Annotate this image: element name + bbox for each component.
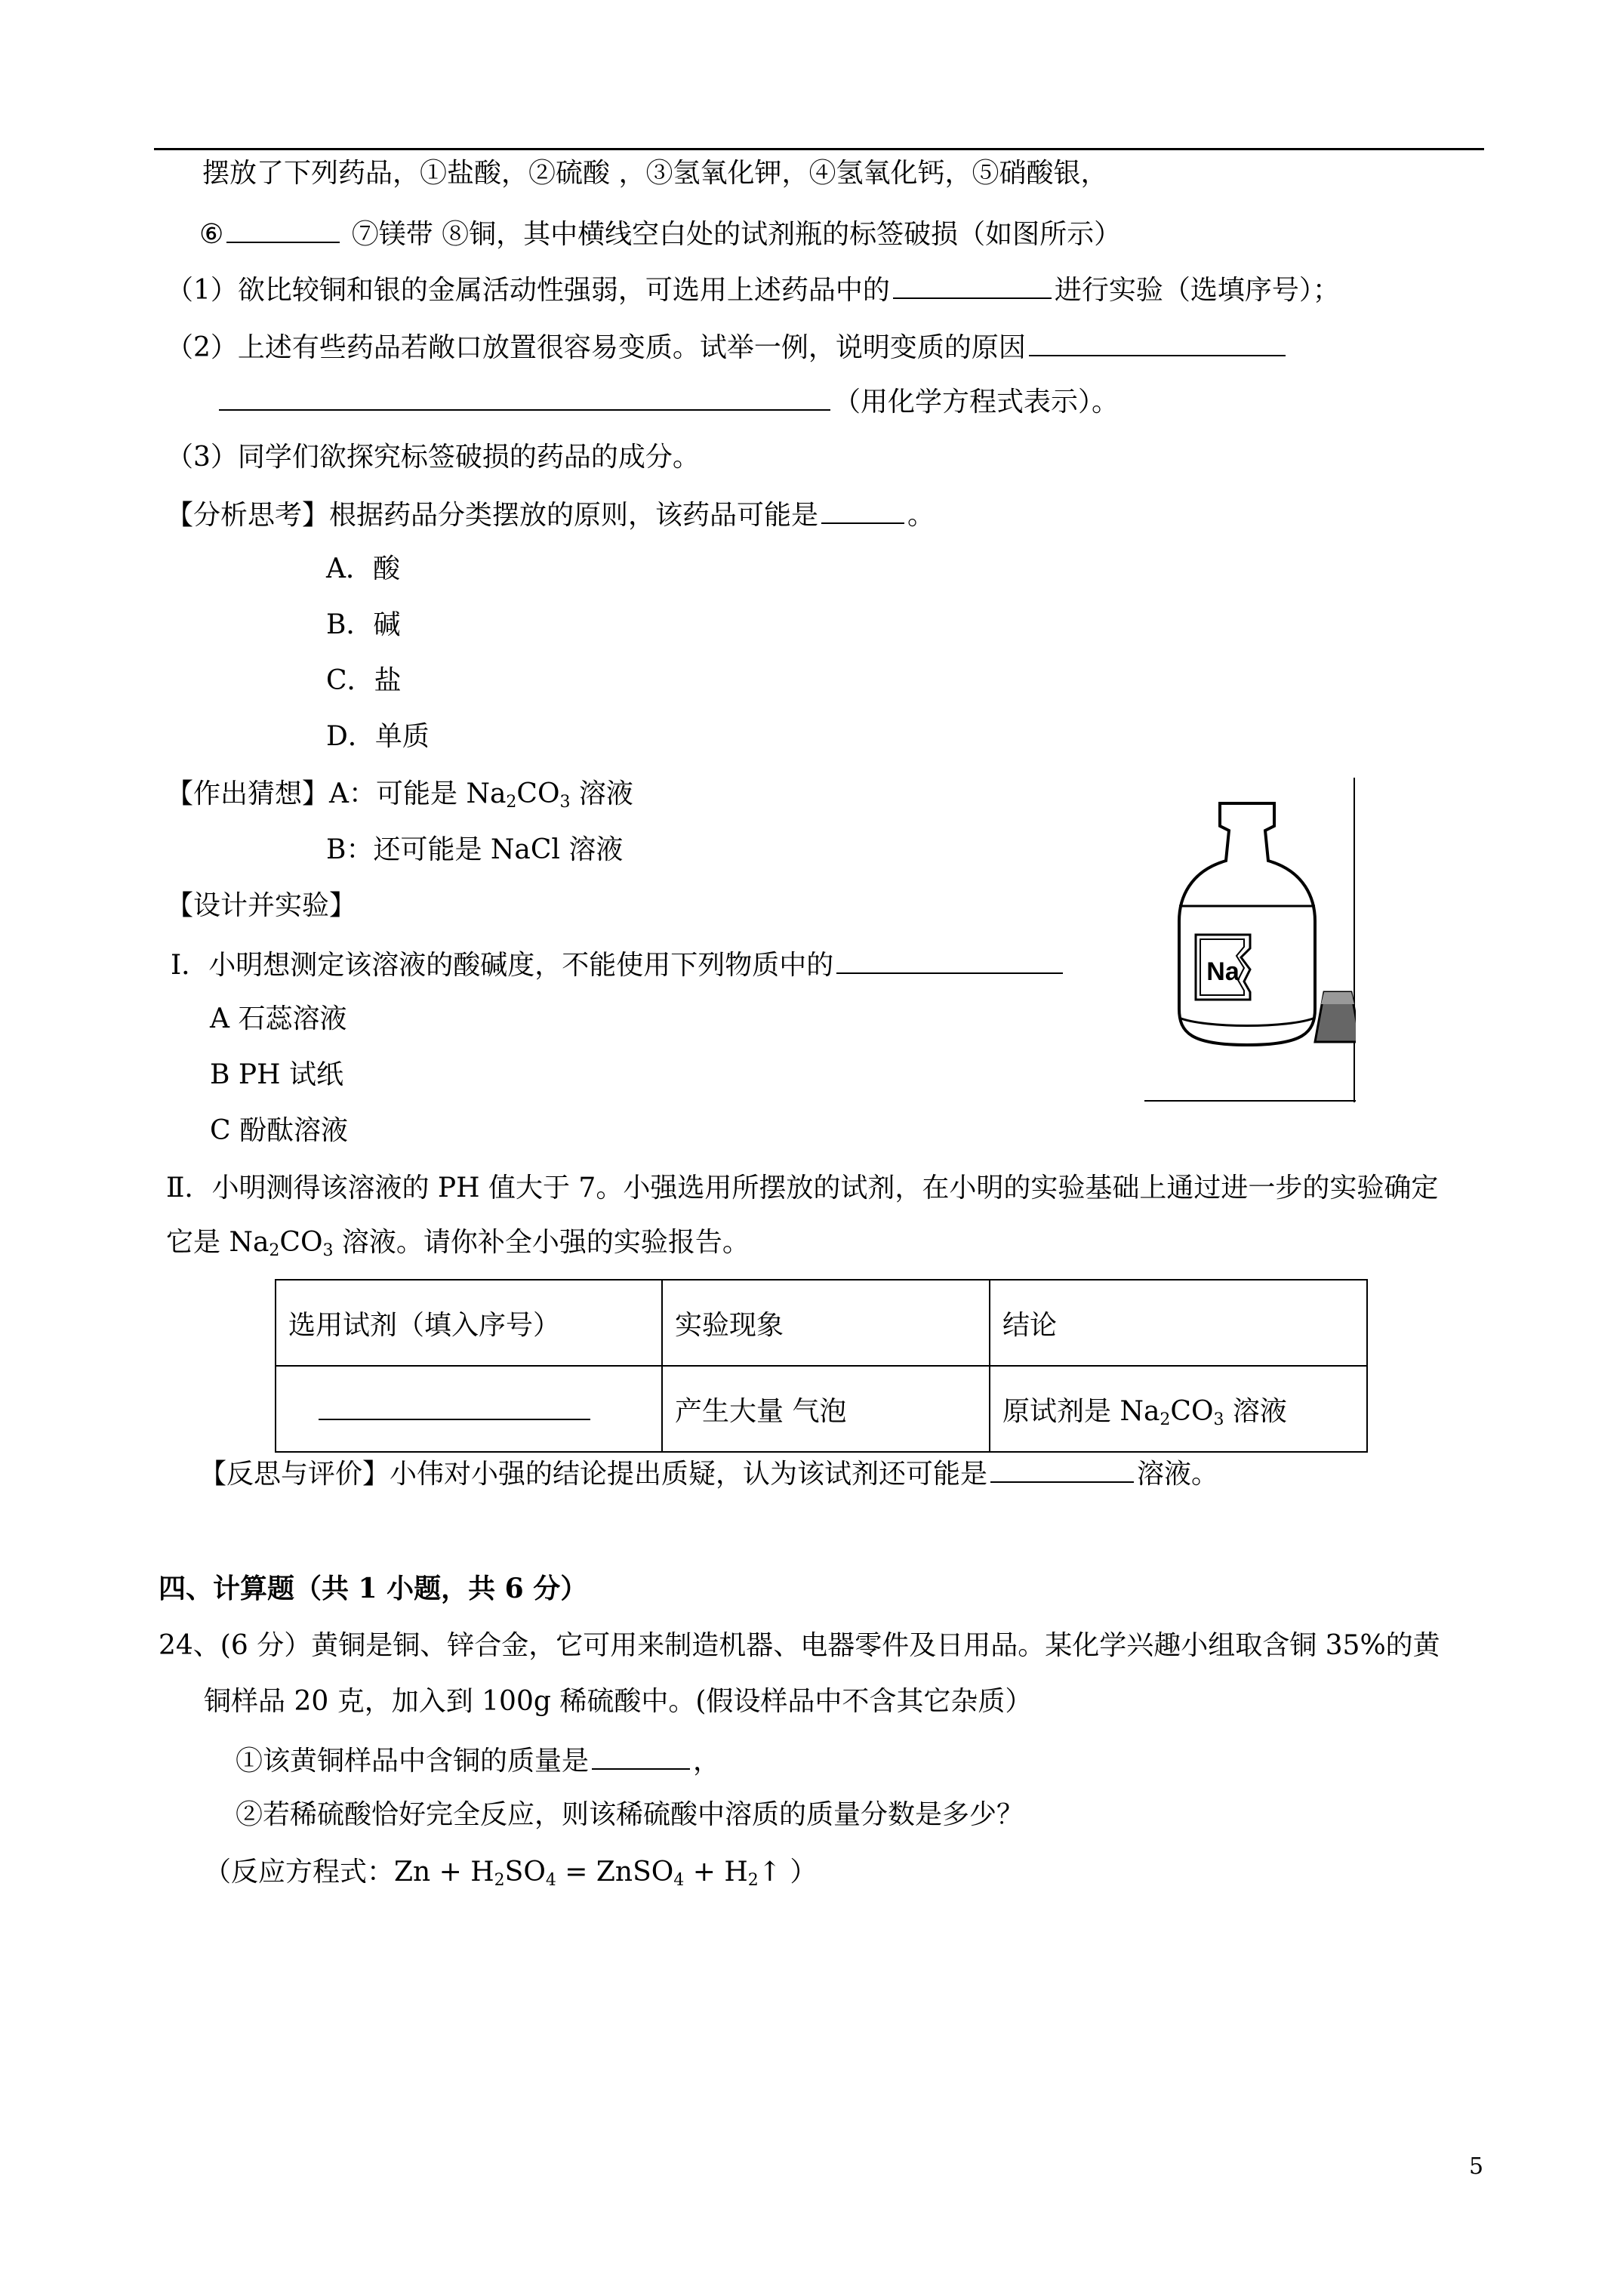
q24-sub1-line [236,1741,720,1780]
q3-line: （3）同学们欲探究标签破损的药品的成分。 [166,442,700,473]
part1-opt-c: C 酚酞溶液 [210,1115,348,1146]
table-cell-conclusion [990,1366,1367,1452]
design-heading: 【设计并实验】 [166,890,357,921]
option-c: C．盐 [326,665,402,696]
analysis-blank[interactable] [821,495,904,524]
top-rule [154,148,1484,150]
q24-sub1-blank[interactable] [592,1741,690,1770]
part1-line [171,945,1066,984]
q2-text: （2）上述有些药品若敞口放置很容易变质。试举一例，说明变质的原因 [166,332,1026,363]
eq-c: = ZnSO [556,1857,674,1888]
page-number: 5 [1469,2153,1484,2180]
eq-sub2: 4 [545,1871,556,1890]
stopper-top [1321,992,1354,1004]
intro-line-1: 摆放了下列药品，①盐酸，②硫酸 ，③氢氧化钾，④氢氧化钙，⑤硝酸银， [202,158,1108,189]
table-row [276,1366,1367,1452]
reflection-text: 【反思与评价】小伟对小强的结论提出质疑，认为该试剂还可能是 [199,1459,988,1490]
part2-l2-b: 溶液。请你补全小强的实验报告。 [333,1227,750,1258]
q24-sub1-text: ①该黄铜样品中含铜的质量是 [236,1746,590,1777]
reagent-bottle-figure [1144,778,1356,1102]
q1-text: （1）欲比较铜和银的金属活动性强弱，可选用上述药品中的 [166,275,890,306]
table-header-phenomenon: 实验现象 [662,1280,990,1366]
guess-a-sub2: 2 [506,793,517,812]
guess-a-line [166,776,633,812]
reflection-suffix: 溶液。 [1137,1459,1219,1490]
part2-l2-a: 它是 Na [166,1227,269,1258]
table-cell-phenomenon: 产生大量 气泡 [662,1366,990,1452]
eq-b: SO [504,1857,546,1888]
part1-text: Ⅰ．小明想测定该溶液的酸碱度，不能使用下列物质中的 [171,950,834,981]
reflection-line [199,1454,1218,1493]
q2-blank-1[interactable] [1029,328,1286,356]
table-cell-reagent [276,1366,662,1452]
analysis-line [166,495,935,534]
q24-sub2-line: ②若稀硫酸恰好完全反应，则该稀硫酸中溶质的质量分数是多少？ [236,1799,1024,1830]
section-4-heading: 四、计算题（共 1 小题，共 6 分） [159,1573,588,1604]
q2-suffix: （用化学方程式表示）。 [833,387,1119,418]
part2-line-2 [166,1225,750,1261]
bottle-illustration [1144,778,1356,1102]
part2-l2-mid: CO [279,1227,323,1258]
conclusion-mid: CO [1170,1395,1214,1427]
blank-6[interactable] [226,214,340,243]
q1-suffix: 进行实验（选填序号）； [1054,275,1340,306]
table-header-conclusion: 结论 [990,1280,1367,1366]
guess-b-line: B：还可能是 NaCl 溶液 [326,834,624,865]
table-header-reagent: 选用试剂（填入序号） [276,1280,662,1366]
guess-a-sub3: 3 [559,793,571,812]
conclusion-a: 原试剂是 Na [1002,1395,1160,1427]
guess-a-text: 【作出猜想】A：可能是 Na [166,778,507,809]
reagent-blank[interactable] [319,1391,590,1420]
part1-opt-b: B PH 试纸 [210,1059,343,1090]
eq-d: + H [684,1857,748,1888]
q24-sub1-suffix: ， [693,1746,721,1777]
reflection-blank[interactable] [990,1454,1134,1483]
conclusion-b: 溶液 [1224,1395,1287,1427]
q1-line [166,270,1340,309]
guess-a-mid: CO [516,778,560,809]
eq-sub1: 2 [494,1871,505,1890]
q2-line [166,328,1289,366]
analysis-suffix: 。 [907,500,935,531]
eq-sub3: 4 [673,1871,685,1890]
option-d: D．单质 [326,721,430,752]
analysis-text: 【分析思考】根据药品分类摆放的原则，该药品可能是 [166,500,819,531]
q24-line-1: 24、(6 分）黄铜是铜、锌合金，它可用来制造机器、电器零件及日用品。某化学兴趣小组取含铜 35%的黄 [159,1630,1440,1661]
intro-l2-a: ⑥ [199,219,224,250]
conclusion-sub2: 2 [1160,1410,1171,1429]
bottle-outline [1179,803,1315,1045]
part2-l2-sub3: 3 [322,1241,334,1260]
table-header-row [276,1280,1367,1366]
experiment-report-table [275,1279,1368,1453]
intro-l2-b: ⑦镁带 ⑧铜，其中横线空白处的试剂瓶的标签破损（如图所示） [343,219,1122,250]
q24-line-2: 铜样品 20 克，加入到 100g 稀硫酸中。(假设样品中不含其它杂质） [204,1686,1033,1717]
q24-equation [204,1854,817,1891]
q2-line-2 [216,382,1119,421]
option-b: B．碱 [326,609,401,640]
part2-line-1: Ⅱ．小明测得该溶液的 PH 值大于 7。小强选用所摆放的试剂，在小明的实验基础上通过进一步的实验确定 [166,1173,1439,1203]
guess-a-post: 溶液 [570,778,633,809]
conclusion-sub3: 3 [1213,1410,1224,1429]
part2-l2-sub2: 2 [269,1241,280,1260]
eq-e: ↑ ） [758,1857,818,1888]
eq-sub4: 2 [747,1871,759,1890]
eq-a: （反应方程式：Zn + H [204,1857,494,1888]
label-text: Na [1206,957,1240,986]
option-a: A．酸 [326,553,400,584]
part1-opt-a: A 石蕊溶液 [210,1003,347,1034]
part1-blank[interactable] [836,945,1063,974]
q2-blank-2[interactable] [219,382,830,411]
intro-line-2 [199,214,1121,253]
q1-blank[interactable] [893,270,1052,299]
